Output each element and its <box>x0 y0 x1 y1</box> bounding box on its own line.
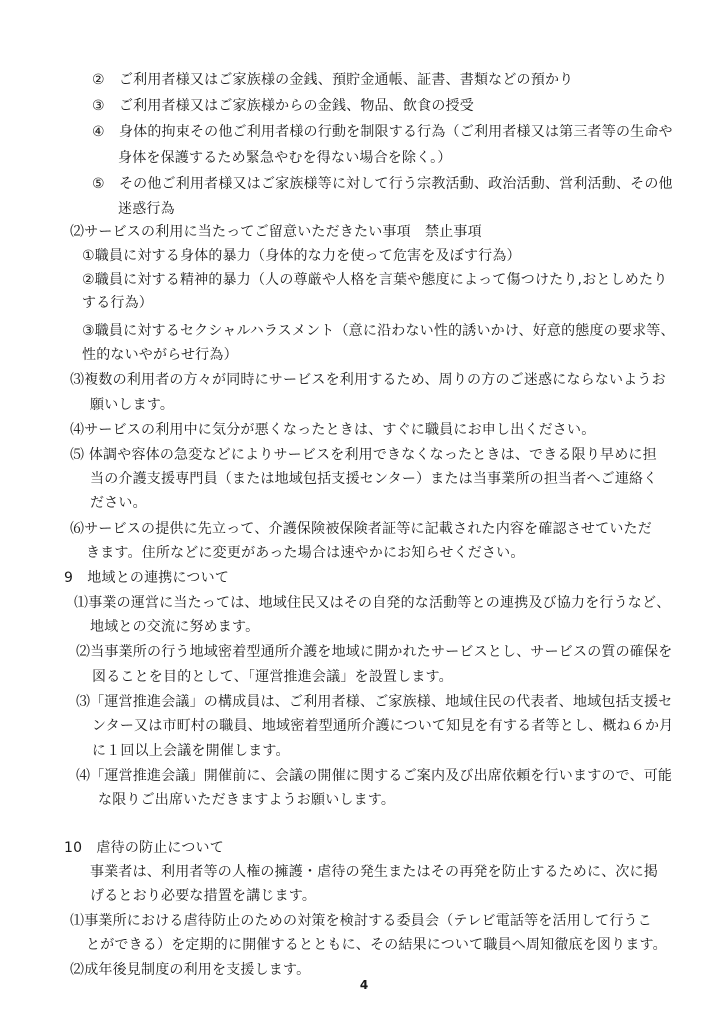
text-line: な限りご出席いただきますようお願いします。 <box>98 792 396 808</box>
page-number: 4 <box>359 978 369 992</box>
text-line: ⑹サービスの提供に先立って、介護保険被保険者証等に記載された内容を確認させていただ <box>70 521 652 537</box>
text-line: ④ 身体的拘束その他ご利用者様の行動を制限する行為（ご利用者様又は第三者等の生命や <box>92 124 673 140</box>
text-line: する行為） <box>82 295 153 311</box>
text-line: ⑵成年後見制度の利用を支援します。 <box>70 962 311 978</box>
text-line: 願いします。 <box>90 397 175 413</box>
text-line: ださい。 <box>90 495 147 511</box>
text-line: 当の介護支援専門員（または地域包括支援センター）または当事業所の担当者へご連絡く <box>90 471 658 487</box>
text-line: ③ ご利用者様又はご家族様からの金銭、物品、飲食の授受 <box>92 98 474 114</box>
text-line: ⑵サービスの利用に当たってご留意いただきたい事項 禁止事項 <box>70 224 482 240</box>
text-line: きます。住所などに変更があった場合は速やかにお知らせください。 <box>86 545 525 561</box>
section-heading: 9 地域との連携について <box>64 570 230 586</box>
text-line: に１回以上会議を開催します。 <box>92 743 290 759</box>
text-line: げるとおり必要な措置を講じます。 <box>90 888 317 904</box>
text-line: ⑵当事業所の行う地域密着型通所介護を地域に開かれたサービスとし、サービスの質の確保を <box>76 644 673 660</box>
text-line: ⑤ その他ご利用者様又はご家族様等に対して行う宗教活動、政治活動、営利活動、その他 <box>92 176 673 192</box>
text-line: ⑸ 体調や容体の急変などによりサービスを利用できなくなったときは、できる限り早めに担 <box>70 447 657 463</box>
text-line: ②職員に対する精神的暴力（人の尊厳や人格を言葉や態度によって傷つけたり,おとしめたり <box>82 272 668 288</box>
text-line: ⑷「運営推進会議」開催前に、会議の開催に関するご案内及び出席依頼を行いますので、可能 <box>76 768 673 784</box>
section-heading: 10 虐待の防止について <box>64 840 224 856</box>
text-line: ⑶複数の利用者の方々が同時にサービスを利用するため、周りの方のご迷惑にならないようお <box>70 372 666 388</box>
text-line: 図ることを目的として、「運営推進会議」を設置します。 <box>92 669 453 685</box>
text-line: ⑷サービスの利用中に気分が悪くなったときは、すぐに職員にお申し出ください。 <box>70 422 596 438</box>
text-line: ② ご利用者様又はご家族様の金銭、預貯金通帳、証書、書類などの預かり <box>92 72 574 88</box>
text-line: 性的ないやがらせ行為） <box>82 347 238 363</box>
text-line: 身体を保護するため緊急やむを得ない場合を除く。） <box>118 150 452 166</box>
text-line: ①職員に対する身体的暴力（身体的な力を使って危害を及ぼす行為） <box>82 248 521 264</box>
text-line: 事業者は、利用者等の人権の擁護・虐待の発生またはその再発を防止するために、次に掲 <box>90 864 658 880</box>
text-line: ⑴事業所における虐待防止のための対策を検討する委員会（テレビ電話等を活用して行うこ <box>70 913 652 929</box>
text-line: ⑶「運営推進会議」の構成員は、ご利用者様、ご家族様、地域住民の代表者、地域包括支援セ <box>76 694 673 710</box>
text-line: ンター又は市町村の職員、地域密着型通所介護について知見を有する者等とし、概ね６か月 <box>92 718 674 734</box>
text-line: ③職員に対するセクシャルハラスメント（意に沿わない性的誘いかけ、好意的態度の要求等、 <box>82 323 675 339</box>
text-line: ⑴事業の運営に当たっては、地域住民又はその自発的な活動等との連携及び協力を行うなど、 <box>74 595 671 611</box>
text-line: 迷惑行為 <box>118 201 175 217</box>
text-line: とができる）を定期的に開催するとともに、その結果について職員へ周知徹底を図ります。 <box>86 937 667 953</box>
text-line: 地域との交流に努めます。 <box>90 619 260 635</box>
